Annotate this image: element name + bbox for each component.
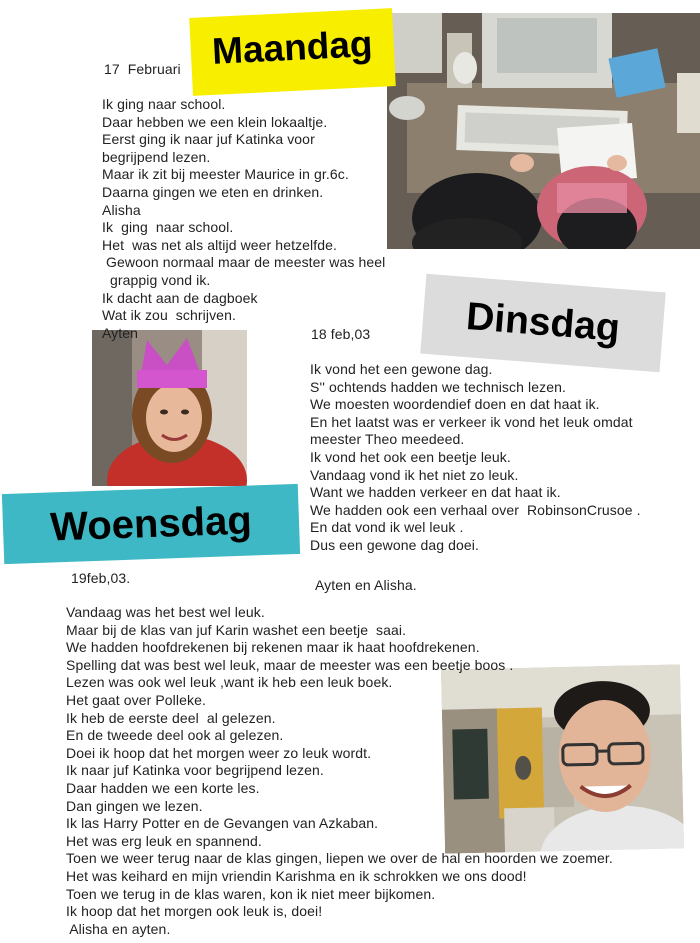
dinsdag-line: We moesten woordendief doen en dat haat ik. [310,396,600,413]
dinsdag-line: En het laatst was er verkeer ik vond het leuk omdat [310,413,633,430]
woensdag-line: Vandaag was het best wel leuk. [66,604,265,620]
heading-maandag-text: Maandag [211,23,374,72]
dinsdag-entry [310,361,641,555]
woensdag-line: Het was erg leuk en spannend. [66,832,262,849]
maandag-line: Eerst ging ik naar juf Katinka voor [102,131,315,148]
woensdag-line: Ik naar juf Katinka voor begrijpend lezen. [66,762,324,779]
dinsdag-line: Want we hadden verkeer en dat haat ik. [310,484,561,501]
woensdag-line: Ik hoop dat het morgen ook leuk is, doei! [66,903,323,920]
woensdag-line: Het gaat over Polleke. [66,691,206,708]
maandag-line: Daarna gingen we eten en drinken. [102,183,324,200]
woensdag-line: Spelling dat was best wel leuk, maar de meester was een beetje boos . [66,656,514,673]
woensdag-line: Dan gingen we lezen. [66,797,203,814]
dinsdag-line: S'' ochtends hadden we technisch lezen. [310,378,566,395]
maandag-line: Daar hebben we een klein lokaaltje. [102,113,328,130]
dinsdag-line: We hadden ook een verhaal over RobinsonCrusoe . [310,501,641,518]
woensdag-line: Alisha en ayten. [66,920,171,937]
maandag-line: Ik ging naar school. [102,96,226,112]
maandag-line: Ik dacht aan de dagboek [102,289,258,306]
photo-girl-paper-hat [92,330,247,486]
dinsdag-line: meester Theo meedeed. [310,431,465,448]
woensdag-line: Toen we weer terug naar de klas gingen, liepen we over de hal en hoorden we zoemer. [66,850,613,867]
maandag-date: 17 Februari [104,61,181,77]
dinsdag-line: Ik vond het ook een beetje leuk. [310,448,511,465]
woensdag-line: Ik las Harry Potter en de Gevangen van Azkaban. [66,815,379,832]
maandag-line: Alisha [102,201,141,218]
dinsdag-line: En dat vond ik wel leuk . [310,519,464,536]
woensdag-line: Doei ik hoop dat het morgen weer zo leuk wordt. [66,744,372,761]
maandag-line: begrijpend lezen. [102,148,211,165]
maandag-line: Gewoon normaal maar de meester was heel [102,254,386,271]
woensdag-date: 19feb,03. [71,570,131,586]
maandag-entry [102,96,385,342]
heading-woensdag-text: Woensdag [49,498,253,550]
dinsdag-line: Dus een gewone dag doei. [310,536,479,553]
dinsdag-line: Ik vond het een gewone dag. [310,361,493,377]
maandag-line: Maar ik zit bij meester Maurice in gr.6c. [102,166,349,183]
woensdag-line: Daar hadden we een korte les. [66,779,260,796]
woensdag-line: Het was keihard en mijn vriendin Karishma en ik schrokken we ons dood! [66,867,527,884]
woensdag-line: Maar bij de klas van juf Karin washet een beetje saai. [66,621,407,638]
dinsdag-date: 18 feb,03 [311,326,371,342]
woensdag-line: En de tweede deel ook al gelezen. [66,727,284,744]
woensdag-line: We hadden hoofdrekenen bij rekenen maar ik haat hoofdrekenen. [66,639,480,656]
maandag-line: Wat ik zou schrijven. [102,307,236,324]
maandag-line: grappig vond ik. [102,271,211,288]
woensdag-entry [66,604,613,938]
woensdag-line: Ik heb de eerste deel al gelezen. [66,709,276,726]
woensdag-line: Toen we terug in de klas waren, kon ik niet meer bijkomen. [66,885,436,902]
maandag-line: Ayten [102,324,139,341]
heading-dinsdag-text: Dinsdag [464,295,622,350]
dinsdag-line: Vandaag vond ik het niet zo leuk. [310,466,519,483]
dinsdag-signature: Ayten en Alisha. [315,577,417,593]
maandag-line: Het was net als altijd weer hetzelfde. [102,236,338,253]
photo-computer-desk [387,13,700,249]
woensdag-line: Lezen was ook wel leuk ,want ik heb een leuk boek. [66,674,393,691]
maandag-line: Ik ging naar school. [102,219,234,236]
